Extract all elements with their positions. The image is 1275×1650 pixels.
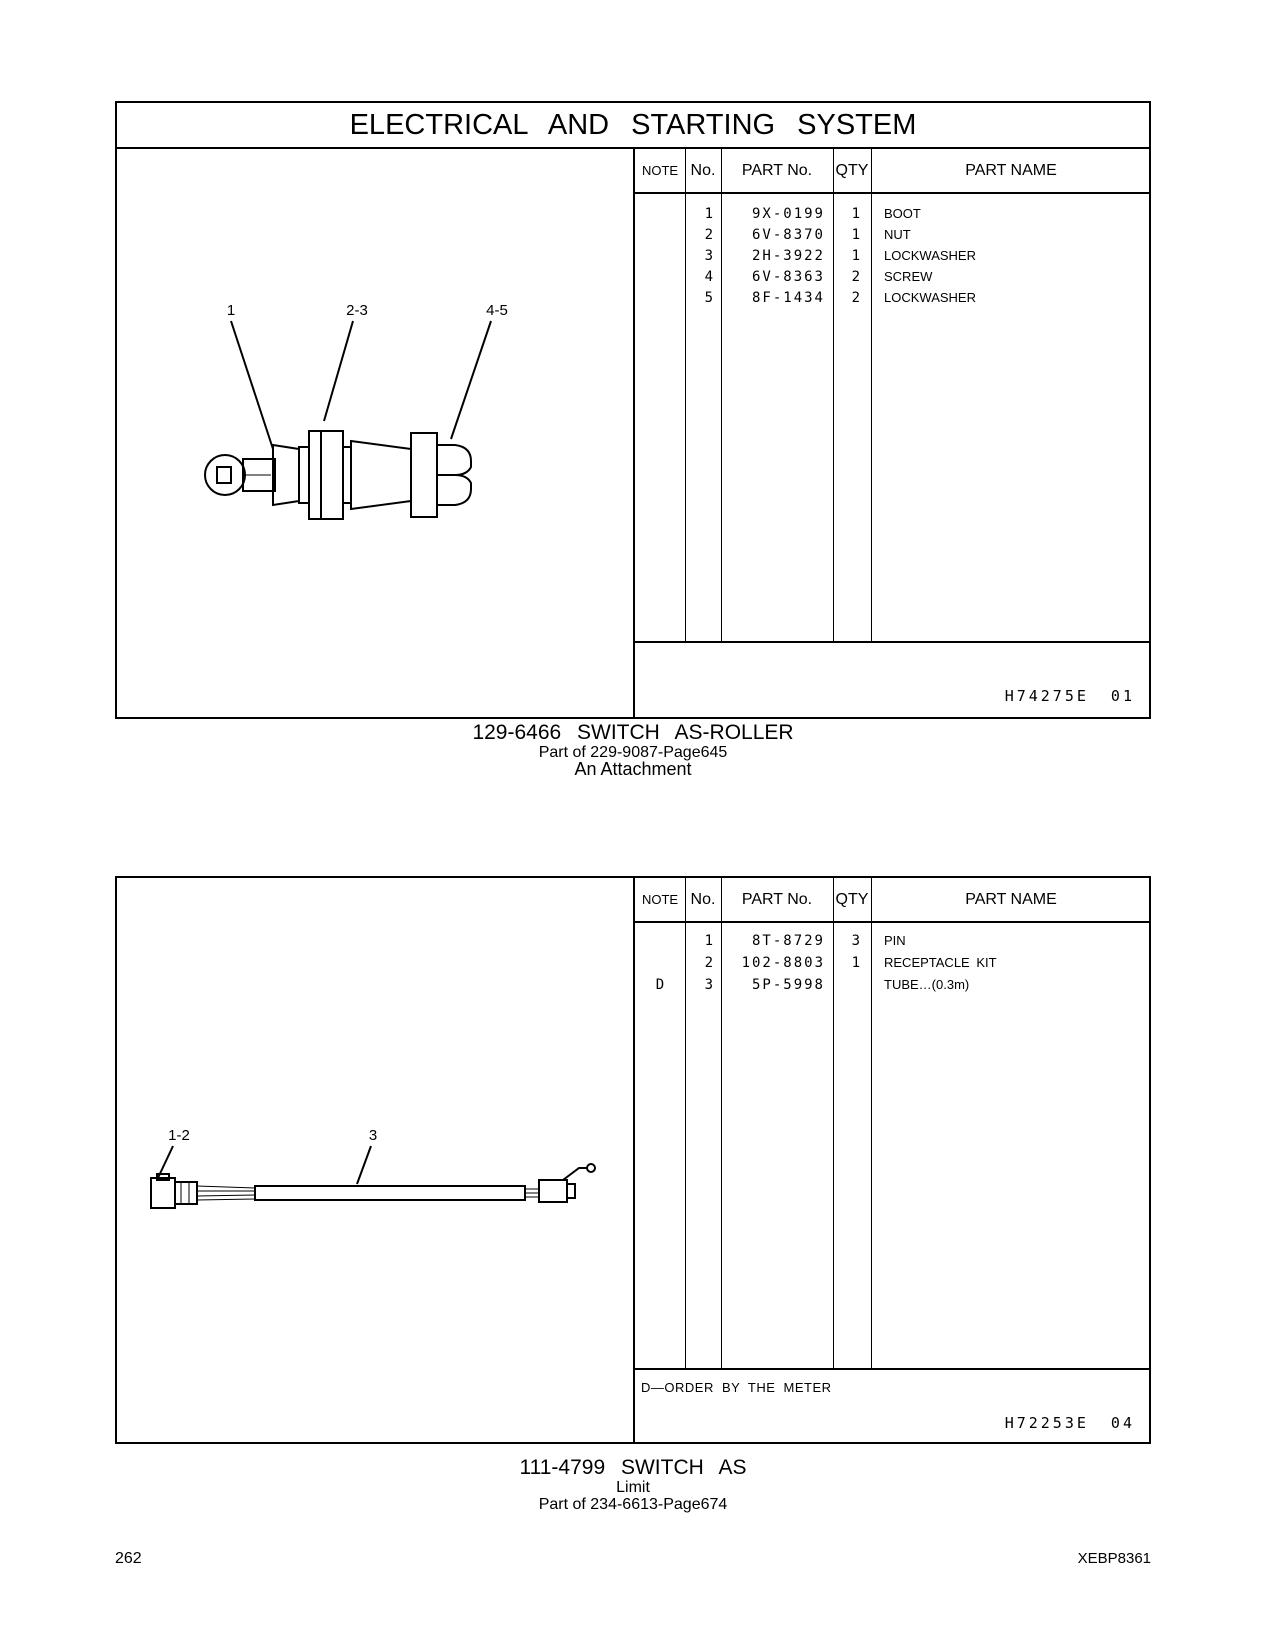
assembly-description: Limit: [616, 1479, 650, 1496]
col-qty-header: QTY: [835, 162, 869, 179]
illustration-code: H74275E 01: [1004, 687, 1135, 705]
limit-switch-drawing: [117, 878, 633, 1442]
col-part-name-header: PART NAME: [965, 891, 1057, 908]
row-number: 2: [704, 955, 713, 971]
assembly-parent: Part of 229-9087-Page645: [538, 744, 728, 761]
illustration-code: H72253E 04: [1004, 1414, 1135, 1432]
col-qty-header: QTY: [835, 891, 869, 908]
row-quantity: 3: [851, 933, 860, 949]
table-row: [635, 245, 1149, 267]
row-part-number: 8T-8729: [751, 933, 825, 949]
row-quantity: 1: [851, 206, 860, 222]
row-quantity: 1: [851, 227, 860, 243]
row-quantity: 2: [851, 269, 860, 285]
row-part-number: 8F-1434: [751, 290, 825, 306]
row-part-name: LOCKWASHER: [884, 248, 976, 263]
panel1-caption: [115, 722, 1151, 778]
row-part-number: 5P-5998: [751, 977, 825, 993]
row-number: 1: [704, 206, 713, 222]
table-row: [635, 224, 1149, 246]
row-part-number: 9X-0199: [751, 206, 825, 222]
assembly-note: An Attachment: [574, 759, 692, 779]
col-note-header: NOTE: [641, 892, 679, 907]
row-number: 5: [704, 290, 713, 306]
row-note: [635, 203, 685, 225]
illustration-switch-roller: [117, 149, 635, 717]
table-row: [635, 930, 1149, 952]
row-number: 2: [704, 227, 713, 243]
footnote: D—ORDER BY THE METER: [641, 1380, 832, 1395]
table-row: [635, 974, 1149, 996]
callout-label: 1-2: [168, 1127, 190, 1144]
callout-label: 2-3: [346, 302, 368, 319]
col-part-no-header: PART No.: [741, 891, 813, 908]
assembly-parent: Part of 234-6613-Page674: [538, 1496, 728, 1513]
callout-label: 1: [226, 302, 236, 319]
table-row: [635, 287, 1149, 309]
row-part-name: NUT: [884, 227, 911, 242]
col-no-header: No.: [690, 162, 716, 179]
assembly-title: 111-4799 SWITCH AS: [519, 1456, 747, 1479]
row-part-name: PIN: [884, 933, 906, 948]
col-no-header: No.: [690, 891, 716, 908]
row-part-number: 102-8803: [741, 955, 825, 971]
assembly-title: 129-6466 SWITCH AS-ROLLER: [472, 721, 794, 744]
page-number: 262: [115, 1550, 142, 1567]
callout-label: 3: [368, 1127, 378, 1144]
row-note: D: [655, 977, 665, 993]
switch-roller-drawing: [117, 149, 633, 717]
row-note: [635, 224, 685, 246]
row-note: [635, 930, 685, 952]
row-quantity: [831, 974, 860, 996]
row-part-number: 6V-8370: [751, 227, 825, 243]
row-quantity: 1: [851, 248, 860, 264]
row-part-name: SCREW: [884, 269, 933, 284]
row-number: 4: [704, 269, 713, 285]
table-row: [635, 266, 1149, 288]
parts-table: [635, 149, 1149, 717]
row-part-number: 2H-3922: [751, 248, 825, 264]
row-quantity: 2: [851, 290, 860, 306]
row-quantity: 1: [851, 955, 860, 971]
row-part-name: RECEPTACLE KIT: [884, 955, 997, 970]
parts-panel-switch-limit: [115, 876, 1151, 1444]
row-part-number: 6V-8363: [751, 269, 825, 285]
section-title: ELECTRICAL AND STARTING SYSTEM: [117, 103, 1149, 149]
col-part-name-header: PART NAME: [965, 162, 1057, 179]
parts-panel-switch-roller: [115, 101, 1151, 719]
illustration-limit-switch: [117, 878, 635, 1442]
table-row: [635, 952, 1149, 974]
row-note: [635, 266, 685, 288]
row-part-name: TUBE…(0.3m): [884, 977, 970, 992]
row-note: [635, 245, 685, 267]
table-row: [635, 203, 1149, 225]
panel2-caption: [115, 1457, 1151, 1513]
row-number: 1: [704, 933, 713, 949]
callout-label: 4-5: [486, 302, 508, 319]
row-part-name: LOCKWASHER: [884, 290, 976, 305]
col-note-header: NOTE: [641, 163, 679, 178]
col-part-no-header: PART No.: [741, 162, 813, 179]
table-header: [635, 878, 1149, 923]
row-note: [635, 287, 685, 309]
row-part-name: BOOT: [884, 206, 921, 221]
row-number: 3: [704, 248, 713, 264]
row-number: 3: [704, 977, 713, 993]
table-header: [635, 149, 1149, 194]
parts-table: [635, 878, 1149, 1442]
row-note: [635, 952, 685, 974]
document-code: XEBP8361: [1077, 1550, 1151, 1567]
